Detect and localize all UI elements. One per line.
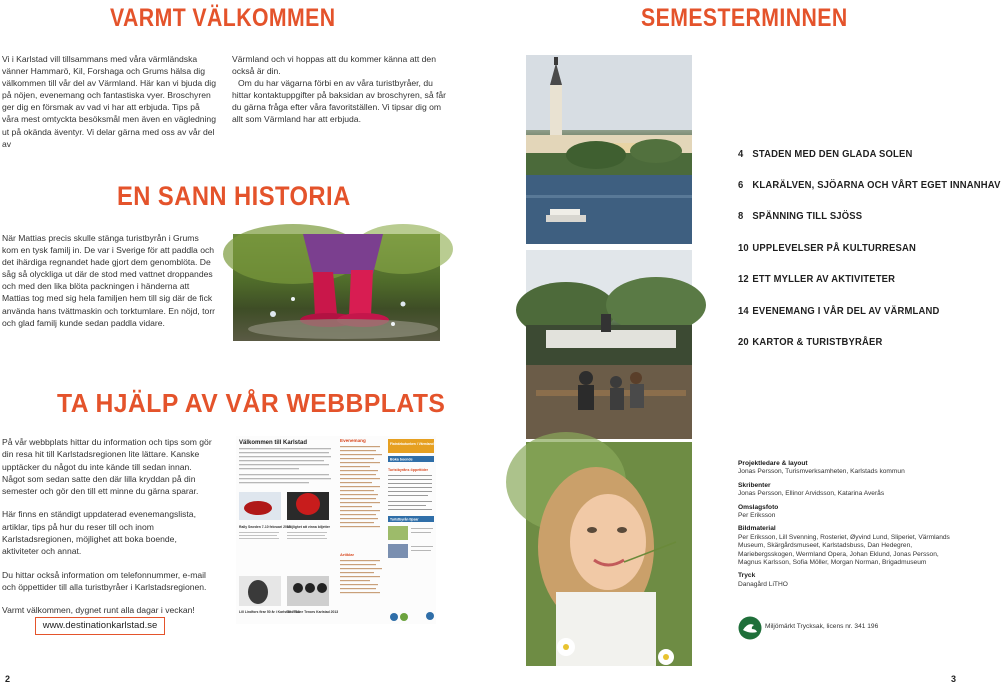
- toc-item[interactable]: [738, 242, 916, 254]
- screenshot-events-title: Evenemang: [340, 438, 366, 443]
- screenshot-articles-title: Artiklar: [340, 552, 355, 557]
- credit-entry: [738, 504, 960, 521]
- girl-with-flower-photo: [526, 442, 692, 666]
- website-paragraph-2: Här finns en ständigt uppdaterad evenemangslista, artiklar, tips på hur du reser till och inom Karlstadsregionen, möjlighet att boka boende, aktiviteter och annat.: [2, 509, 196, 557]
- karlstad-cathedral-photo: [526, 55, 692, 244]
- screenshot-hours-title: Turistbyråns öppettider: [388, 468, 429, 472]
- credit-entry: [738, 572, 960, 589]
- credit-entry: [738, 525, 960, 567]
- credit-entry: [738, 460, 960, 477]
- toc-item[interactable]: [738, 336, 883, 348]
- credit-text: Per Eriksson: [738, 512, 776, 520]
- screenshot-tips-title: Turistbyrån tipsar: [390, 517, 419, 522]
- website-paragraph-3: Du hittar också information om telefonnummer, e-mail och öppettider till alla turistbyråer i Karlstadsregionen.: [2, 569, 207, 592]
- page-number-left: 2: [5, 674, 11, 684]
- toc-item[interactable]: [738, 148, 912, 160]
- credits-block: [738, 460, 960, 594]
- credit-title: Tryck: [738, 572, 756, 580]
- toc-item[interactable]: [738, 179, 1001, 191]
- credit-title: Omslagsfoto: [738, 503, 779, 511]
- website-paragraph-4: Varmt välkommen, dygnet runt alla dagar i veckan!: [2, 605, 195, 616]
- toc-label: SPÄNNING TILL SJÖSS: [752, 210, 863, 222]
- boots-puddle-photo: [233, 234, 440, 341]
- credit-text: Danagård LiTHO: [738, 580, 788, 588]
- intro-column-1: [2, 53, 216, 150]
- website-column: [2, 436, 214, 617]
- toc-item[interactable]: [738, 273, 895, 285]
- intro-paragraph-tips: Om du har vägarna förbi en av våra turistbyråer, du hittar kontaktuppgifter på baksidan av broschyren, så får du gärna fråga efter våra favoritställen. Vi tipsar dig om allt som Värmland har att erbjuda.: [232, 78, 447, 125]
- website-screenshot: [236, 436, 436, 624]
- screenshot-news-1: Rally Sweden 7-10 februari 2013: [239, 525, 291, 529]
- toc-label: KARTOR & TURISTBYRÅER: [752, 336, 883, 348]
- story-column: [2, 232, 216, 329]
- headline-welcome: VARMT VÄLKOMMEN: [110, 4, 336, 32]
- headline-memories: SEMESTERMINNEN: [641, 4, 848, 32]
- toc-page-number: 12: [738, 273, 749, 285]
- credit-text: Jonas Persson, Turismverksamheten, Karlstads kommun: [738, 468, 905, 476]
- steamboat-cafe-photo: [526, 250, 692, 439]
- credit-title: Bildmaterial: [738, 525, 776, 533]
- toc-item[interactable]: [738, 305, 939, 317]
- screenshot-title: Välkommen till Karlstad: [239, 440, 308, 446]
- screenshot-news-3: Lill Lindfors firar 50 år i Karlstad 2013: [239, 610, 300, 614]
- toc-label: ETT MYLLER AV AKTIVITETER: [752, 273, 896, 285]
- toc-page-number: 14: [738, 305, 749, 317]
- ecolabel-text: Miljömärkt Trycksak, licens nr. 341 196: [765, 623, 879, 630]
- toc-page-number: 10: [738, 242, 749, 254]
- headline-story: EN SANN HISTORIA: [117, 181, 351, 211]
- toc-page-number: 4: [738, 148, 744, 160]
- toc-label: EVENEMANG I VÅR DEL AV VÄRMLAND: [752, 305, 940, 317]
- website-paragraph-1: På vår webbplats hittar du information och tips som gör din resa hit till Karlstadsregionen lite lättare. Kanske upptäcker du något du inte kände till sedan innan. Något som sedan satte den där lilla kryddan på din semester och gör den till ett minne du gärna sparar.: [2, 437, 212, 497]
- screenshot-news-2: Möjlighet att vinna biljetter: [287, 525, 330, 529]
- headline-website: TA HJÄLP AV VÅR WEBBPLATS: [57, 388, 446, 418]
- intro-paragraph: Vi i Karlstad vill tillsammans med våra värmländska vänner Hammarö, Kil, Forshaga och Grums hälsa dig välkommen till vår del av Värmland. Här kan vi bjuda dig på nöjen, evenemang och fantastiska vyer. Broschyren ger dig en försmak av vad vi har att erbjuda. Tips på våra mest omtyckta besöksmål men även en vägledning ut på okända äventyr. Vi delar gärna med oss av vår del av: [2, 54, 216, 149]
- page-number-right: 3: [951, 674, 957, 684]
- credit-title: Skribenter: [738, 481, 771, 489]
- toc-label: UPPLEVELSER PÅ KULTURRESAN: [752, 242, 917, 254]
- website-url-link[interactable]: www.destinationkarlstad.se: [35, 617, 165, 635]
- credit-text: Per Eriksson, Lill Svenning, Rosteriet, Øyvind Lund, Sliperiet, Värmlands Museum, Skärgårdsmuseet, Karlstadsbuss, Dan Hedegren, Mariebergsskogen, Wermland Opera, Johan Eklund, Jonas Persson, Magnus Karlsson, Sofia Möller, Morgan Norman, Brigadmuseum: [738, 533, 950, 567]
- toc-label: KLARÄLVEN, SJÖARNA OCH VÅRT EGET INNANHAV: [752, 179, 1001, 191]
- screenshot-news-4: The Three Tenors Karlstad 2013: [287, 610, 339, 614]
- toc-page-number: 6: [738, 179, 744, 191]
- screenshot-right-box: Flatnärbutunken i Värmland: [390, 442, 434, 446]
- credit-title: Projektledare & layout: [738, 460, 808, 467]
- screenshot-book-button: Boka boende: [390, 457, 413, 462]
- intro-paragraph-continued: Värmland och vi hoppas att du kommer känna att den också är din.: [232, 54, 436, 77]
- toc-label: STADEN MED DEN GLADA SOLEN: [752, 148, 913, 160]
- toc-page-number: 8: [738, 210, 744, 222]
- intro-column-2: [232, 53, 450, 126]
- toc-page-number: 20: [738, 336, 749, 348]
- credit-text: Jonas Persson, Ellinor Arvidsson, Katarina Averås: [738, 490, 885, 498]
- swan-ecolabel-icon: [738, 616, 762, 640]
- story-paragraph: När Mattias precis skulle stänga turistbyrån i Grums kom en tysk familj in. De var i Sverige för att paddla och det ihärdiga regnandet hade gjort dem genomblöta. De såg så olyckliga ut där de stod med vattnet droppandes och med den lika blöta packningen i händerna att Mattias tog med sig hela familjen hem till sig där de fick använda hans tvättmaskin och torktumlare. En nöjd, torr och glad familj kunde sedan paddla vidare.: [2, 233, 216, 328]
- credit-entry: [738, 482, 960, 499]
- toc-item[interactable]: [738, 210, 862, 222]
